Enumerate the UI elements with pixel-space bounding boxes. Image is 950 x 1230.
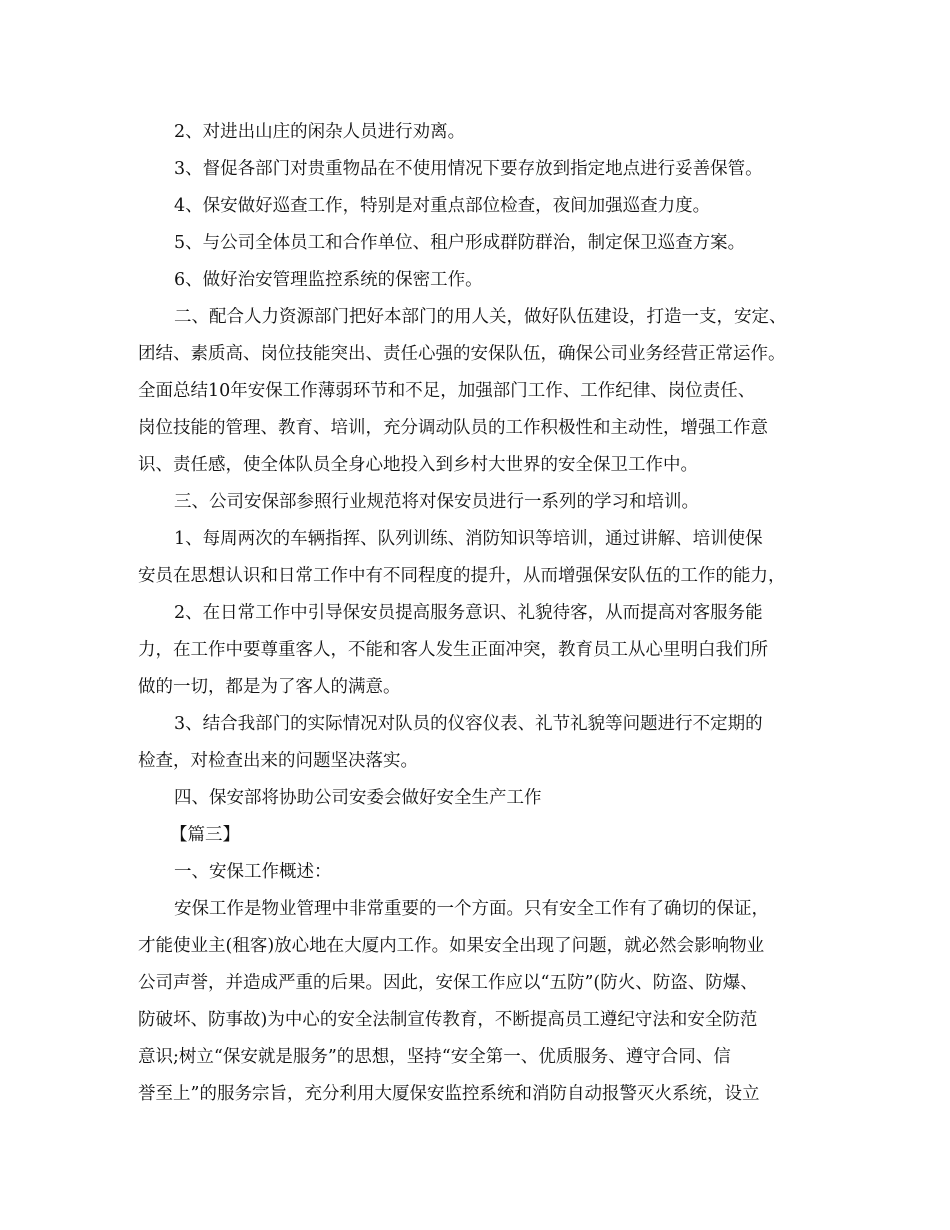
paragraph-line: 岗位技能的管理、教育、培训，充分调动队员的工作积极性和主动性，增强工作意	[138, 418, 768, 438]
paragraph-line: 5、与公司全体员工和合作单位、租户形成群防群治，制定保卫巡查方案。	[174, 233, 746, 253]
paragraph-line: 2、对进出山庄的闲杂人员进行劝离。	[174, 122, 466, 142]
paragraph-line: 2、在日常工作中引导保安员提高服务意识、礼貌待客，从而提高对客服务能	[174, 603, 763, 623]
paragraph-line: 力，在工作中要尊重客人，不能和客人发生正面冲突，教育员工从心里明白我们所	[138, 640, 768, 660]
paragraph-line: 安员在思想认识和日常工作中有不同程度的提升，从而增强保安队伍的工作的能力，	[138, 566, 786, 586]
paragraph-line: 6、做好治安管理监控系统的保密工作。	[174, 270, 483, 290]
paragraph-line: 公司声誉，并造成严重的后果。因此，安保工作应以“五防”(防火、防盗、防爆、	[138, 973, 758, 993]
paragraph-line: 全面总结10年安保工作薄弱环节和不足，加强部门工作、工作纪律、岗位责任、	[138, 381, 756, 401]
paragraph-line: 3、结合我部门的实际情况对队员的仪容仪表、礼节礼貌等问题进行不定期的	[174, 714, 763, 734]
paragraph-line: 4、保安做好巡查工作，特别是对重点部位检查，夜间加强巡查力度。	[174, 196, 711, 216]
paragraph-line: 四、保安部将协助公司安委会做好安全生产工作	[174, 788, 542, 808]
paragraph-line: 二、配合人力资源部门把好本部门的用人关，做好队伍建设，打造一支，安定、	[174, 307, 787, 327]
paragraph-line: 意识;树立“保安就是服务”的思想，坚持“安全第一、优质服务、遵守合同、信	[138, 1047, 731, 1067]
paragraph-line: 三、公司安保部参照行业规范将对保安员进行一系列的学习和培训。	[174, 492, 699, 512]
paragraph-line: 识、责任感，使全体队员全身心地投入到乡村大世界的安全保卫工作中。	[138, 455, 698, 475]
paragraph-line: 做的一切，都是为了客人的满意。	[138, 677, 401, 697]
section-heading: 【篇三】	[170, 825, 240, 845]
paragraph-line: 3、督促各部门对贵重物品在不使用情况下要存放到指定地点进行妥善保管。	[174, 159, 763, 179]
paragraph-line: 一、安保工作概述：	[174, 862, 332, 882]
paragraph-line: 团结、素质高、岗位技能突出、责任心强的安保队伍，确保公司业务经营正常运作。	[138, 344, 786, 364]
paragraph-line: 1、每周两次的车辆指挥、队列训练、消防知识等培训，通过讲解、培训使保	[174, 529, 763, 549]
paragraph-line: 才能使业主(租客)放心地在大厦内工作。如果安全出现了问题，就必然会影响物业	[138, 936, 765, 956]
paragraph-line: 防破坏、防事故)为中心的安全法制宣传教育，不断提高员工遵纪守法和安全防范	[138, 1010, 758, 1030]
paragraph-line: 誉至上”的服务宗旨，充分利用大厦保安监控系统和消防自动报警灭火系统，设立	[138, 1084, 760, 1104]
paragraph-line: 安保工作是物业管理中非常重要的一个方面。只有安全工作有了确切的保证，	[174, 899, 769, 919]
paragraph-line: 检查，对检查出来的问题坚决落实。	[138, 751, 418, 771]
